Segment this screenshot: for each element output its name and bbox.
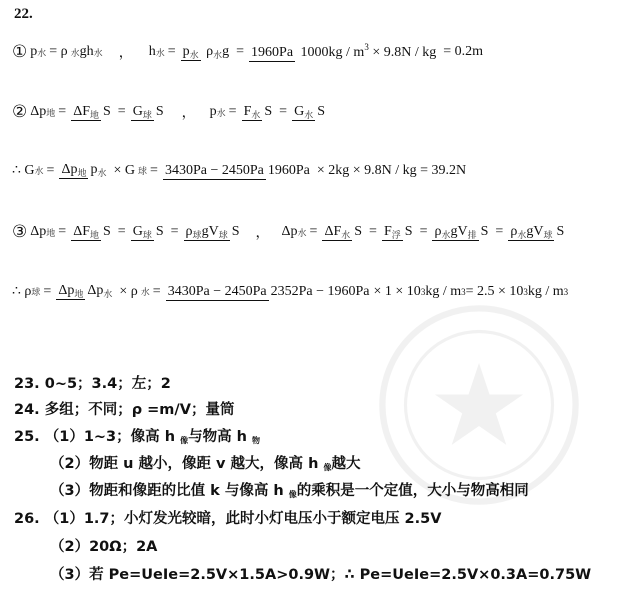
answer-24: 24. 多组；不同；ρ =m/V；量筒 bbox=[14, 402, 235, 418]
circled-3-marker: ③ bbox=[12, 222, 28, 241]
circled-1-marker: ① bbox=[12, 42, 28, 61]
equation-part2: ② Δp 地 = $\Delta F_地$ S = $G_球$ S ， p 水 = $F_水$ S = $G_水$ S bbox=[12, 102, 326, 121]
question-number-22: 22. bbox=[14, 6, 33, 22]
equation-part3: ③ Δp 地 = $\Delta F_地$ S = $G_球$ S = $\rho_球gV_球$ S ， Δp 水 = $\Delta F_水$ S = $F_浮$ S = $\rho_水gV_排$ S = $\rho_水gV_球$ S bbox=[12, 222, 565, 241]
equation-part3-conclusion: ∴ ρ 球 = $\Delta p_地$ $\Delta p_水$ × ρ 水 = 3430Pa − 2450Pa 2352Pa − 1960Pa × 1 × 10 3 kg / m 3 = 2.5 × 10 3 kg / m 3 bbox=[12, 283, 569, 300]
fraction-values: 1960Pa $1000kg / m^3 \times 9.8N$ / kg bbox=[251, 42, 437, 60]
answer-26-3: （3）若 Pe=UeIe=2.5V×1.5A>0.9W；∴ Pe=UeIe=2.5V×0.3A=0.75W bbox=[50, 567, 592, 583]
answer-26-1: 26. （1）1.7；小灯发光较暗，此时小灯电压小于额定电压 2.5V bbox=[14, 511, 442, 527]
answer-25-2: （2）物距 u 越小，像距 v 越大，像高 h 像越大 bbox=[50, 456, 361, 472]
fraction-h: $p_水$ $\rho_水g$ bbox=[182, 43, 230, 60]
answer-25-1: 25. （1）1~3；像高 h 像与物高 h 物 bbox=[14, 429, 260, 445]
equation-part2-conclusion: ∴ G 水 = $\Delta p_地$ $p_水$ × G 球 = 3430Pa − 2450Pa 1960Pa × 2kg × 9.8N / kg = 39.2N bbox=[12, 162, 467, 179]
equation-part1: ① p 水 = ρ 水 gh 水 ， h 水 = $p_水$ $\rho_水g$ = 1960Pa $1000kg / m^3 \times 9.8N$ / kg = 0.2m bbox=[12, 42, 484, 61]
answer-25-3: （3）物距和像距的比值 k 与像高 h 像的乘积是一个定值，大小与物高相同 bbox=[50, 483, 529, 499]
circled-2-marker: ② bbox=[12, 102, 28, 121]
answer-23: 23. 0~5；3.4；左；2 bbox=[14, 376, 171, 392]
answer-26-2: （2）20Ω；2A bbox=[50, 539, 158, 555]
